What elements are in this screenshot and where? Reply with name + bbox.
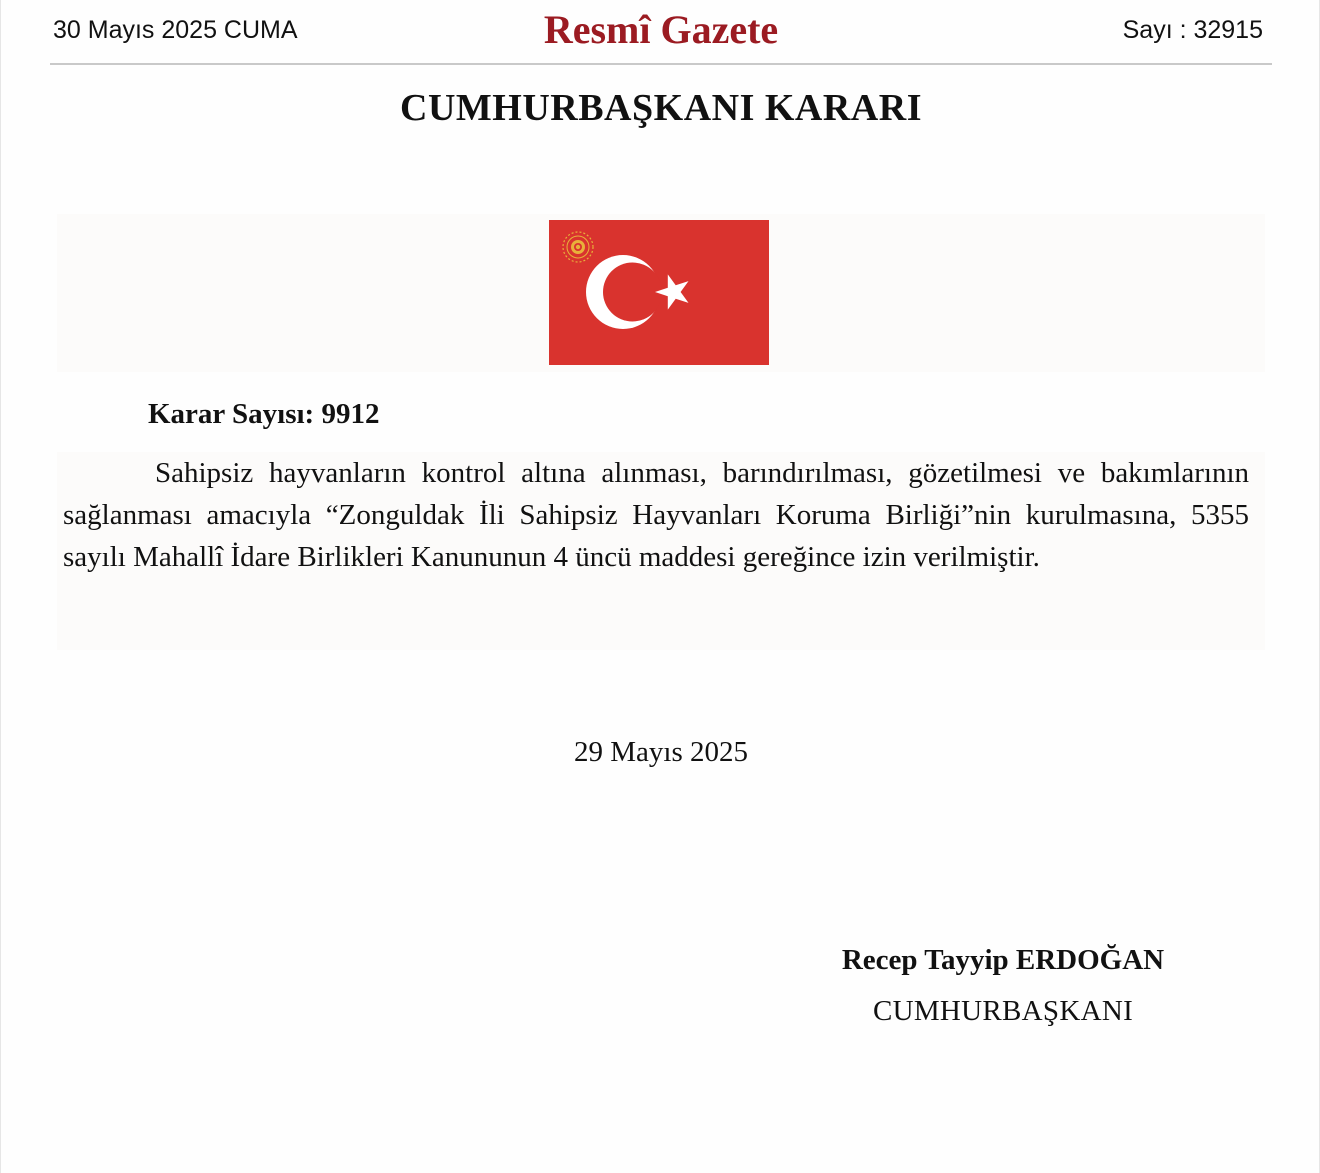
signer-title: CUMHURBAŞKANI: [872, 995, 1134, 1027]
signer-name: Recep Tayyip ERDOĞAN: [841, 944, 1165, 976]
header-date: 30 Mayıs 2025 CUMA: [53, 16, 298, 44]
decision-body: Sahipsiz hayvanların kontrol altına alınması, barındırılması, gözetilmesi ve bakımlarının sağlanması amacıyla “Zonguldak İli Sahipsiz Hayvanları Koruma Birliği”nin kurulmasına, 5355 sayılı Mahallî İdare Birlikleri Kanununun 4 üncü maddesi gereğince izin verilmiştir.: [63, 457, 1249, 573]
signature-date: 29 Mayıs 2025: [574, 736, 748, 768]
header-divider: [50, 63, 1272, 65]
decision-number: Karar Sayısı: 9912: [148, 398, 380, 430]
turkish-presidential-flag-icon: [549, 220, 769, 365]
issue-number: Sayı : 32915: [1122, 16, 1263, 44]
document-title: CUMHURBAŞKANI KARARI: [400, 87, 922, 129]
publication-name: Resmî Gazete: [543, 7, 779, 52]
